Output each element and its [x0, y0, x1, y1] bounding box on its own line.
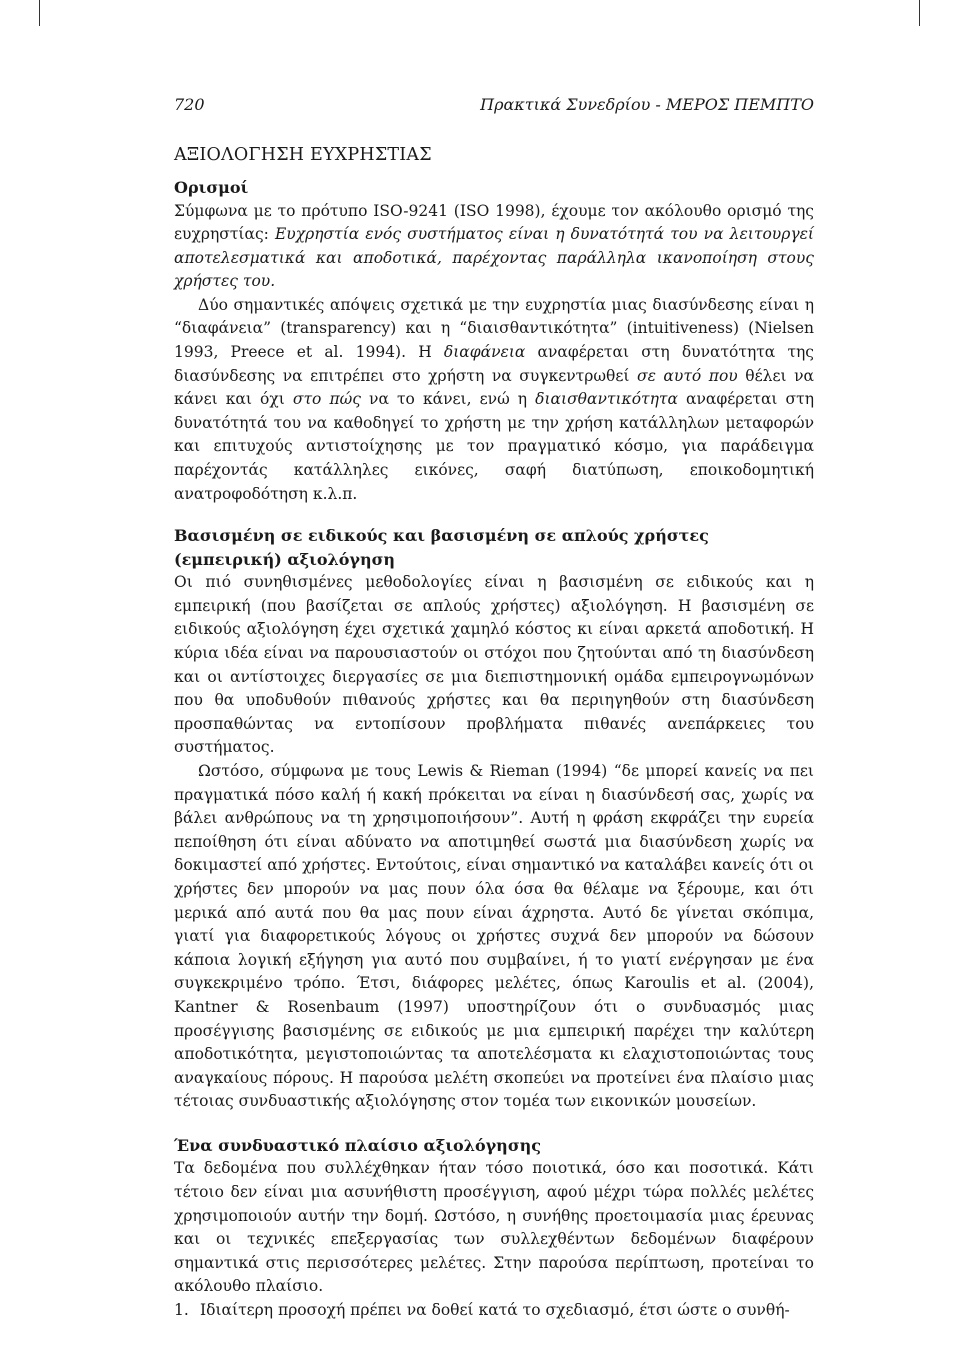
- p2-text-e: αναφέρεται στη δυνατότητά του να καθοδηγεί το χρήστη με την χρήση κατάλληλων μεταφορών και επιτυχούς αντιστοίχησης με τον πραγματικό κόσμο, για παράδειγμα παρέχοντάς κατάλληλες εικόνες, σαφή διατύπωση, εποικοδομητική ανατροφοδότηση κ.λ.π.: [174, 390, 815, 503]
- section-title: ΑΞΙΟΛΟΓΗΣΗ ΕΥΧΡΗΣΤΙΑΣ: [174, 145, 432, 165]
- framework-paragraph-1: Τα δεδομένα που συλλέχθηκαν ήταν τόσο ποιοτικά, όσο και ποσοτικά. Κάτι τέτοιο δεν είναι μια ασυνήθιστη προσέγγιση, αφού μέχρι τώρα πολλές μελέτες χρησιμοποιούν αυτήν την δομή. Ωστόσο, η συνήθης προετοιμασία μιας έρευνας και οι τεχνικές επεξεργασίας των συλλεχθέντων δεδομένων διαφέρουν σημαντικά στις περισσότερες μελέτες. Στην παρούσα περίπτωση, προτείναι το ακόλουθο πλαίσιο.: [174, 1159, 814, 1296]
- framework-heading: Ένα συνδυαστικό πλαίσιο αξιολόγησης: [174, 1135, 541, 1155]
- term-intuitiveness: διαισθαντικότητα: [535, 390, 678, 409]
- page-number: 720: [174, 95, 205, 114]
- crop-mark-right: [919, 0, 920, 26]
- p2-text-d: να το κάνει, ενώ η: [360, 390, 536, 409]
- evaluation-paragraph-2: Ωστόσο, σύμφωνα με τους Lewis & Rieman (1994) “δε μπορεί κανείς να πει πραγματικά πόσο καλή ή κακή πρόκειται να είναι η διασύνδεσή σας, χωρίς να βάλει ανθρώπους να τη χρησιμοποιήσουν”. Αυτή η φράση εκφράζει την ευρεία πεποίθηση ότι είναι αδύνατο να αποτιμηθεί σωστά μια διασύνδεση χωρίς να δοκιμαστεί από χρήστες. Εντούτοις, είναι σημαντικό να καταλάβει κανείς ότι οι χρήστες δεν μπορούν να μας πουν όλα όσα θα θέλαμε να ξέρουμε, και ότι μερικά από αυτά που θα μας πουν είναι άχρηστα. Αυτό δε γίνεται σκόπιμα, γιατί για διαφορετικούς λόγους οι χρήστες συχνά δεν μπορούν να δώσουν κάποια λογική εξήγηση για αυτό που συμβαίνει, ή το γιατί ενέργησαν με ένα συγκεκριμένο τρόπο. Έτσι, διάφορες μελέτες, όπως Karoulis et al. (2004), Kantner & Rosenbaum (1997) υποστηρίζουν ότι ο συνδυασμός μιας προσέγγισης βασισμένης σε ειδικούς με μια εμπειρική παρέχει την καλύτερη αποδοτικότητα, μεγιστοποιώντας τα αποτελέσματα κι ελαχιστοποιώντας τους αναγκαίους πόρους. Η παρούσα μελέτη σκοπεύει να προτείνει ένα πλαίσιο μιας τέτοιας συνδυαστικής αξιολόγησης στον τομέα των εικονικών μουσείων.: [174, 761, 814, 1111]
- evaluation-paragraph-1: Οι πιό συνηθισμένες μεθοδολογίες είναι η βασισμένη σε ειδικούς και η εμπειρική (που βασίζεται σε απλούς χρήστες) αξιολόγηση. Η βασισμένη σε ειδικούς αξιολόγηση έχει σχετικά χαμηλό κόστος κι είναι αρκετά αποδοτική. Η κύρια ιδέα είναι να παρουσιαστούν οι στόχοι που ζητούνται από τη διασύνδεση και οι αντίστοιχες διεργασίες σε μια διεπιστημονική ομάδα εμπειρογνωμόνων που θα υποδυθούν πιθανούς χρήστες και θα περιηγηθούν στη διασύνδεση προσπαθώντας να εντοπίσουν προβλήματα πιθανές ανεπάρκειες του συστήματος.: [174, 573, 814, 757]
- running-header: [174, 94, 814, 124]
- list-item: [174, 1299, 814, 1323]
- usability-definition: Ευχρηστία ενός συστήματος είναι η δυνατότητά του να λειτουργεί αποτελεσματικά και αποδοτικά, παρέχοντας παράλληλα ικανοποίηση στους χρήστες του.: [174, 225, 814, 291]
- iso-intro-text: Σύμφωνα με το πρότυπο ISO-9241 (ISO 1998), έχουμε τον ακόλουθο ορισμό της ευχρηστίας:: [174, 201, 814, 244]
- p2-text-a: Δύο σημαντικές απόψεις σχετικά με την ευχρηστία μιας διασύνδεσης είναι η “διαφάνεια” (transparency) και η “διαισθαντικότητα” (intuitiveness) (Nielsen 1993, Preece et al. 1994). Η: [174, 295, 814, 362]
- page-body: [174, 94, 814, 1323]
- definitions-paragraph-1: [174, 200, 814, 294]
- running-title: Πρακτικά Συνεδρίου - ΜΕΡΟΣ ΠΕΜΠΤΟ: [480, 95, 814, 114]
- term-what: σε αυτό που: [636, 366, 738, 385]
- evaluation-heading: Βασισμένη σε ειδικούς και βασισμένη σε απλούς χρήστες (εμπειρική) αξιολόγηση: [174, 526, 709, 569]
- list-item-text: Ιδιαίτερη προσοχή πρέπει να δοθεί κατά το σχεδιασμό, έτσι ώστε ο συνθή-: [200, 1300, 790, 1319]
- crop-mark-left: [39, 0, 40, 26]
- definitions-paragraph-2: [174, 294, 814, 506]
- definitions-heading: Ορισμοί: [174, 178, 249, 197]
- p2-text-b: αναφέρεται στη δυνατότητα της διασύνδεσης να επιτρέπει στο χρήστη να συγκεντρωθεί: [174, 343, 814, 385]
- p2-text-c: θέλει να κάνει και όχι: [174, 366, 814, 409]
- list-item-number: 1.: [174, 1300, 189, 1319]
- term-how: στο πώς: [292, 390, 361, 409]
- term-transparency: διαφάνεια: [443, 343, 526, 362]
